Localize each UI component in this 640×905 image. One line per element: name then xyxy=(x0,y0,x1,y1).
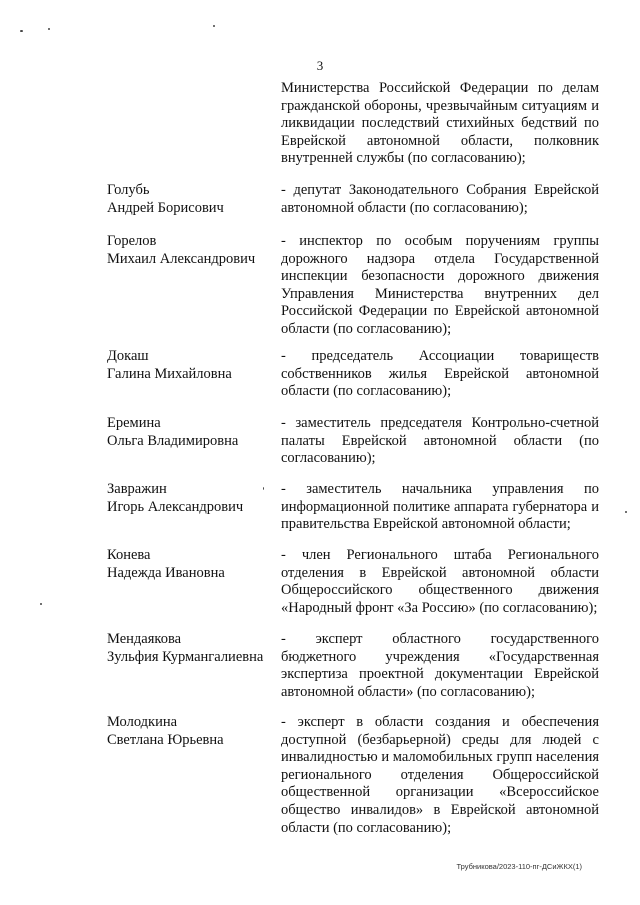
scan-speck xyxy=(625,511,627,513)
scan-speck xyxy=(48,28,50,30)
member-name xyxy=(107,714,277,749)
member-surname: Завражин xyxy=(107,481,167,497)
member-given-names: Галина Михайловна xyxy=(107,365,232,382)
member-role: - член Регионального штаба Регионального отделения в Еврейской автономной области Общероссийского общественного движения «Народный фронт «За Россию» (по согласованию); xyxy=(281,547,599,616)
member-role: - заместитель председателя Контрольно-счетной палаты Еврейской автономной области (по согласованию); xyxy=(281,415,599,467)
page-number: 3 xyxy=(316,58,324,73)
member-name xyxy=(107,233,277,268)
member-role: - эксперт областного государственного бюджетного учреждения «Государственная экспертиза проектной документации Еврейской автономной области» (по согласованию); xyxy=(281,631,599,700)
document-footer-code: Трубникова/2023-110-пг-ДСиЖКХ(1) xyxy=(456,862,582,871)
member-given-names: Зульфия Курмангалиевна xyxy=(107,648,264,665)
member-name xyxy=(107,348,277,383)
scan-speck xyxy=(20,30,23,32)
member-surname: Конева xyxy=(107,547,151,563)
member-name xyxy=(107,182,277,217)
member-given-names: Светлана Юрьевна xyxy=(107,731,224,748)
member-role: - заместитель начальника управления по информационной политике аппарата губернатора и правительства Еврейской автономной области; xyxy=(281,481,599,533)
member-surname: Мендаякова xyxy=(107,631,182,647)
member-given-names: Ольга Владимировна xyxy=(107,432,239,449)
member-name xyxy=(107,481,277,516)
member-surname: Горелов xyxy=(107,233,157,249)
member-surname: Еремина xyxy=(107,415,161,431)
member-role: - инспектор по особым поручениям группы дорожного надзора отдела Государственной инспекции безопасности дорожного движения Управления Министерства внутренних дел Российской Федерации по Еврейской автономной области (по согласованию); xyxy=(281,233,599,337)
member-given-names: Надежда Ивановна xyxy=(107,564,225,581)
scan-speck xyxy=(213,25,215,27)
continued-role-text: Министерства Российской Федерации по делам гражданской обороны, чрезвычайным ситуациям и ликвидации последствий стихийных бедствий по Еврейской автономной области, полковник внутренней службы (по согласованию); xyxy=(281,80,599,167)
member-role: - депутат Законодательного Собрания Еврейской автономной области (по согласованию); xyxy=(281,182,599,216)
member-surname: Докаш xyxy=(107,348,149,364)
member-surname: Молодкина xyxy=(107,714,178,730)
scan-speck xyxy=(40,603,42,605)
member-surname: Голубь xyxy=(107,182,150,198)
member-name xyxy=(107,415,277,450)
member-role: - председатель Ассоциации товариществ собственников жилья Еврейской автономной области (по согласованию); xyxy=(281,348,599,400)
member-given-names: Игорь Александрович xyxy=(107,498,244,515)
member-role: - эксперт в области создания и обеспечения доступной (безбарьерной) среды для людей с инвалидностью и маломобильных групп населения регионального отделения Общероссийской общественной организации «Всероссийское общество инвалидов» в Еврейской автономной области (по согласованию); xyxy=(281,714,599,836)
member-name xyxy=(107,547,277,582)
member-given-names: Михаил Александрович xyxy=(107,250,256,267)
member-given-names: Андрей Борисович xyxy=(107,199,224,216)
member-name xyxy=(107,631,277,666)
